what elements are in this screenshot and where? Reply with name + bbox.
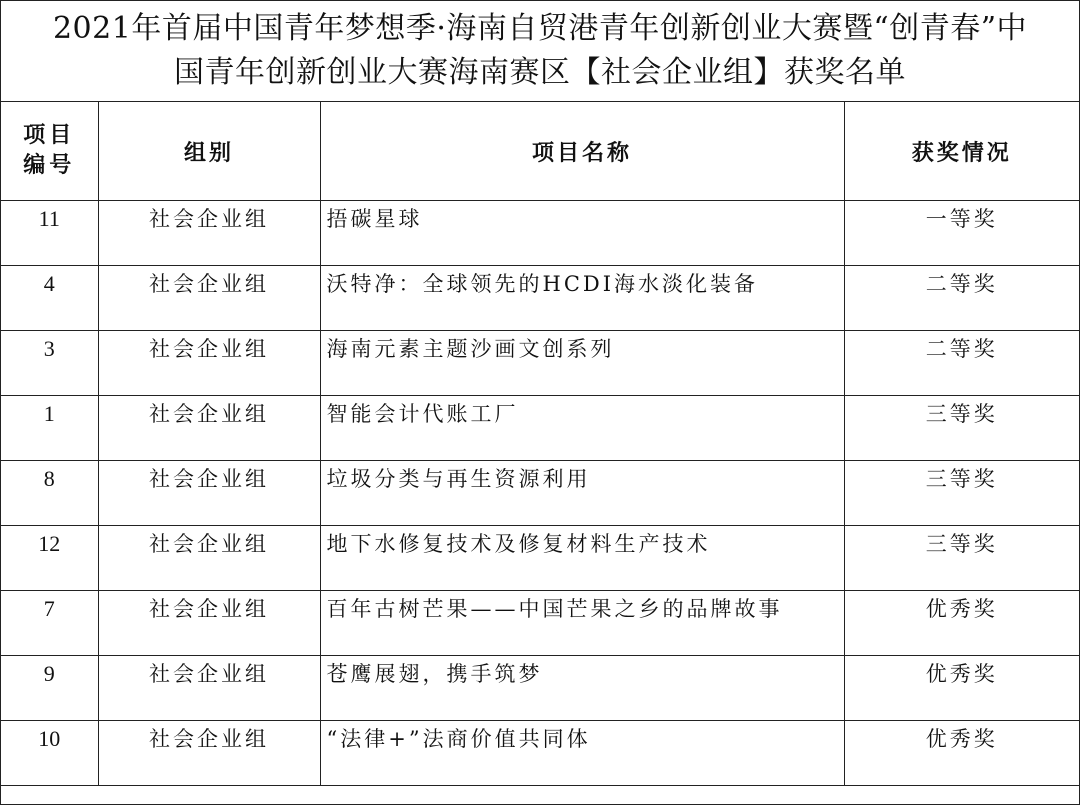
cell-group: 社会企业组: [98, 266, 320, 331]
cell-project-number: 7: [1, 591, 98, 656]
cell-group: 社会企业组: [98, 526, 320, 591]
cell-group: 社会企业组: [98, 461, 320, 526]
cell-project-name: 百年古树芒果——中国芒果之乡的品牌故事: [320, 591, 844, 656]
cell-project-name: 地下水修复技术及修复材料生产技术: [320, 526, 844, 591]
table-row: [1, 266, 1079, 331]
title-line-2: 国青年创新创业大赛海南赛区【社会企业组】获奖名单: [174, 55, 906, 90]
table-row: [1, 331, 1079, 396]
cell-project-number: 11: [1, 201, 98, 266]
cell-project-name: 捂碳星球: [320, 201, 844, 266]
cell-project-number: 9: [1, 656, 98, 721]
header-group: 组别: [98, 102, 320, 201]
table-row: [1, 721, 1079, 786]
cell-award: 优秀奖: [844, 591, 1079, 656]
cell-project-number: 10: [1, 721, 98, 786]
document-title: [1, 1, 1079, 102]
table-header-row: [1, 102, 1079, 201]
cell-project-number: 8: [1, 461, 98, 526]
header-number-line-2: 编号: [23, 153, 76, 178]
table-row: [1, 591, 1079, 656]
table-row: [1, 201, 1079, 266]
cell-award: 三等奖: [844, 461, 1079, 526]
cell-project-number: 12: [1, 526, 98, 591]
table-row: [1, 656, 1079, 721]
table-row: [1, 461, 1079, 526]
cell-group: 社会企业组: [98, 721, 320, 786]
cell-project-number: 1: [1, 396, 98, 461]
cell-project-name: 海南元素主题沙画文创系列: [320, 331, 844, 396]
cell-group: 社会企业组: [98, 201, 320, 266]
header-project-name: 项目名称: [320, 102, 844, 201]
cell-award: 一等奖: [844, 201, 1079, 266]
cell-award: 二等奖: [844, 266, 1079, 331]
cell-project-name: 沃特净：全球领先的HCDI海水淡化装备: [320, 266, 844, 331]
header-award: 获奖情况: [844, 102, 1079, 201]
cell-group: 社会企业组: [98, 656, 320, 721]
cell-project-number: 4: [1, 266, 98, 331]
cell-group: 社会企业组: [98, 396, 320, 461]
cell-project-number: 3: [1, 331, 98, 396]
cell-award: 三等奖: [844, 526, 1079, 591]
cell-project-name: “法律+”法商价值共同体: [320, 721, 844, 786]
cell-project-name: 苍鹰展翅，携手筑梦: [320, 656, 844, 721]
award-table: [1, 102, 1079, 786]
cell-award: 优秀奖: [844, 721, 1079, 786]
cell-group: 社会企业组: [98, 331, 320, 396]
title-line-1: 2021年首届中国青年梦想季·海南自贸港青年创新创业大赛暨“创青春”中: [52, 11, 1028, 46]
cell-group: 社会企业组: [98, 591, 320, 656]
cell-award: 二等奖: [844, 331, 1079, 396]
header-number-line-1: 项目: [23, 123, 76, 148]
table-row: [1, 526, 1079, 591]
header-project-number: [1, 102, 98, 201]
cell-project-name: 垃圾分类与再生资源利用: [320, 461, 844, 526]
cell-project-name: 智能会计代账工厂: [320, 396, 844, 461]
cell-award: 三等奖: [844, 396, 1079, 461]
table-row: [1, 396, 1079, 461]
cell-award: 优秀奖: [844, 656, 1079, 721]
